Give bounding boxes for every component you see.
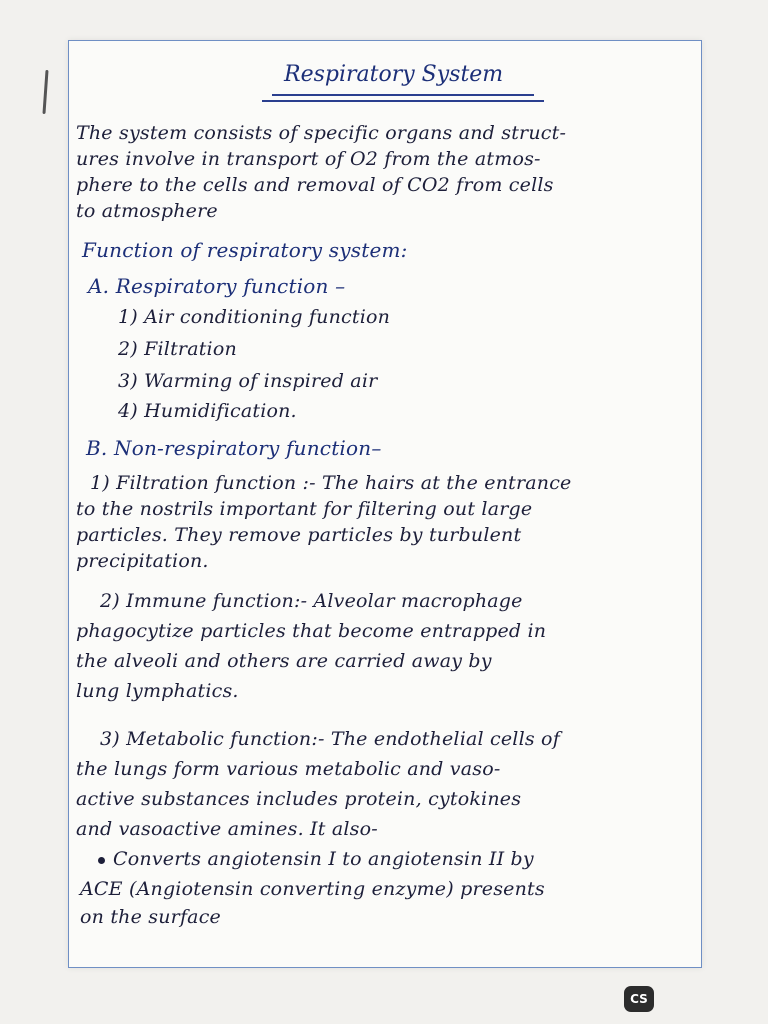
section-a-item: 1) Air conditioning function [118, 306, 391, 328]
filtration-line: particles. They remove particles by turbulent [76, 524, 522, 546]
converts-text: Converts angiotensin I to angiotensin II by [113, 848, 534, 870]
filtration-line: to the nostrils important for filtering out large [76, 498, 533, 520]
camscanner-logo: CS [624, 986, 654, 1012]
margin-mark [42, 70, 48, 114]
intro-line: to atmosphere [76, 200, 218, 222]
metabolic-line: the lungs form various metabolic and vaso- [76, 758, 501, 780]
intro-line: ures involve in transport of O2 from the atmos- [76, 148, 541, 170]
metabolic-line: active substances includes protein, cytokines [76, 788, 522, 810]
section-a-item: 3) Warming of inspired air [118, 370, 378, 392]
filtration-line: 1) Filtration function :- The hairs at the entrance [90, 472, 572, 494]
title-underline [272, 94, 534, 96]
page-title: Respiratory System [284, 62, 504, 87]
functions-heading: Function of respiratory system: [82, 238, 408, 262]
immune-line: lung lymphatics. [76, 680, 239, 702]
title-underline-2 [262, 100, 544, 102]
section-a-item: 2) Filtration [118, 338, 237, 360]
converts-line [98, 848, 534, 870]
intro-line: The system consists of specific organs and struct- [76, 122, 567, 144]
filtration-line: precipitation. [76, 550, 209, 572]
immune-line: 2) Immune function:- Alveolar macrophage [100, 590, 523, 612]
section-a-item: 4) Humidification. [118, 400, 297, 422]
converts-line: on the surface [80, 906, 221, 928]
immune-line: the alveoli and others are carried away by [76, 650, 492, 672]
immune-line: phagocytize particles that become entrapped in [76, 620, 547, 642]
converts-line: ACE (Angiotensin converting enzyme) presents [80, 878, 545, 900]
metabolic-line: 3) Metabolic function:- The endothelial cells of [100, 728, 560, 750]
section-b-heading: B. Non-respiratory function– [86, 436, 382, 460]
bullet-icon [98, 857, 105, 864]
section-a-heading: A. Respiratory function – [88, 274, 346, 298]
metabolic-line: and vasoactive amines. It also- [76, 818, 378, 840]
intro-line: phere to the cells and removal of CO2 from cells [76, 174, 554, 196]
